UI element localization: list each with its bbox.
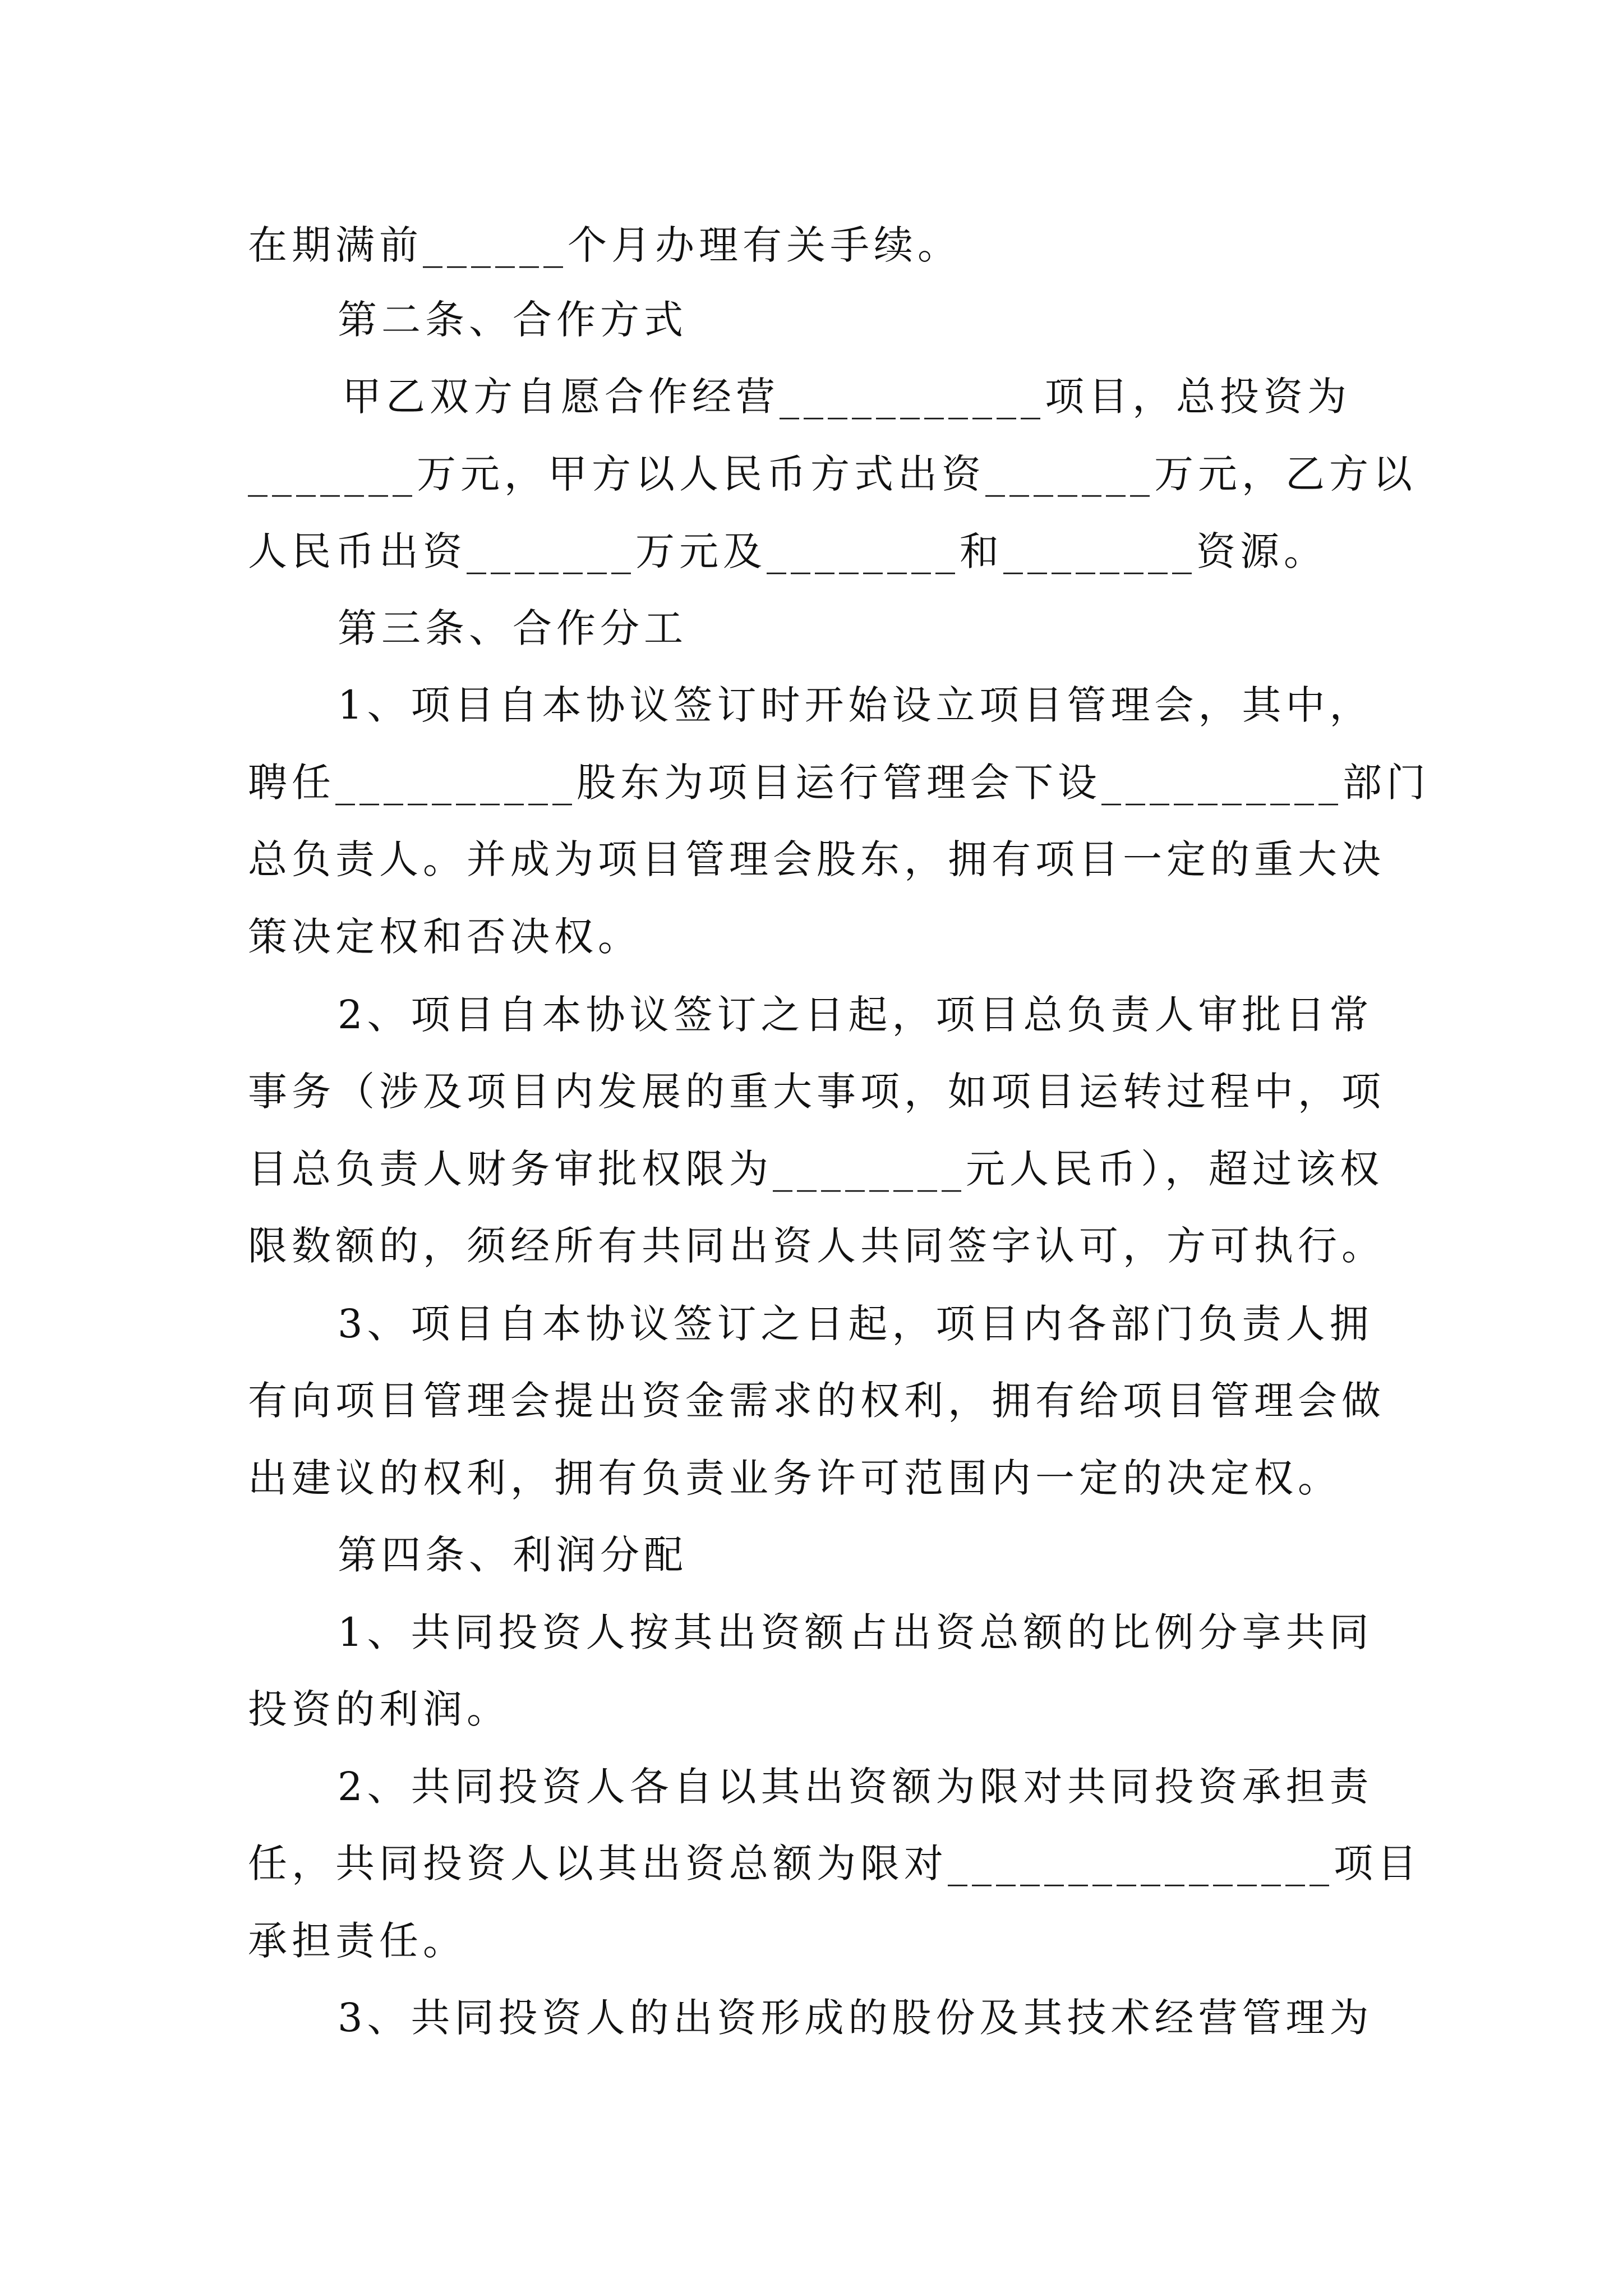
text-line: 投资的利润。 [248,1686,510,1732]
section-heading: 第三条、合作分工 [338,605,688,651]
text-line: 人民币出资_______万元及________和________资源。 [248,528,1327,574]
text-line: 承担责任。 [248,1918,467,1964]
text-line: 策决定权和否决权。 [248,914,642,960]
text-line: 1、共同投资人按其出资额占出资总额的比例分享共同 [338,1609,1373,1655]
section-heading: 第四条、利润分配 [338,1532,688,1578]
text-line: 聘任__________股东为项目运行管理会下设__________部门 [248,760,1430,806]
text-line: 有向项目管理会提出资金需求的权利，拥有给项目管理会做 [248,1378,1385,1424]
text-line: 目总负责人财务审批权限为________元人民币），超过该权 [248,1146,1384,1192]
text-line: 出建议的权利，拥有负责业务许可范围内一定的决定权。 [248,1455,1341,1501]
text-line: 甲乙双方自愿合作经营___________项目，总投资为 [342,374,1351,420]
text-line: 在期满前______个月办理有关手续。 [248,222,961,268]
section-heading: 第二条、合作方式 [338,297,688,343]
text-line: _______万元，甲方以人民币方式出资_______万元，乙方以 [248,451,1417,497]
text-line: 2、共同投资人各自以其出资额为限对共同投资承担责 [338,1764,1373,1810]
text-line: 2、项目自本协议签订之日起，项目总负责人审批日常 [338,992,1373,1038]
text-line: 1、项目自本协议签订时开始设立项目管理会，其中， [338,682,1373,728]
text-line: 3、共同投资人的出资形成的股份及其技术经营管理为 [338,1995,1373,2041]
text-line: 总负责人。并成为项目管理会股东，拥有项目一定的重大决 [248,836,1385,882]
text-line: 3、项目自本协议签订之日起，项目内各部门负责人拥 [338,1301,1373,1347]
text-line: 事务（涉及项目内发展的重大事项，如项目运转过程中，项 [248,1069,1385,1115]
text-line: 限数额的，须经所有共同出资人共同签字认可，方可执行。 [248,1223,1385,1269]
text-line: 任，共同投资人以其出资总额为限对________________项目 [248,1841,1421,1887]
